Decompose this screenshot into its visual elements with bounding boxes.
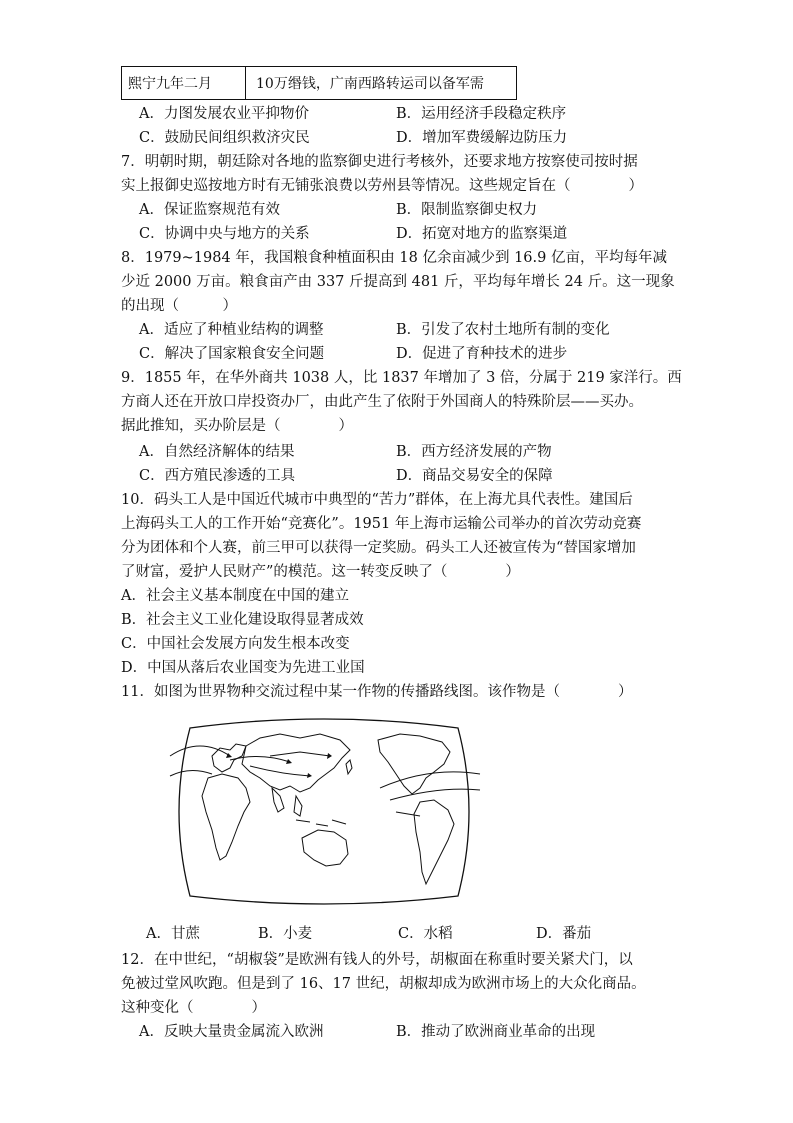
route-arrow [380, 772, 480, 788]
q6-option-d: D．增加军费缓解边防压力 [396, 130, 568, 146]
q7-stem-line-2: 实上报御史巡按地方时有无铺张浪费以劳州县等情况。这些规定旨在（ ） [121, 178, 643, 194]
q10-option-c: C．中国社会发展方向发生根本改变 [121, 636, 350, 652]
q11-option-a: A．甘蔗 [146, 926, 200, 942]
q8-option-d: D．促进了育种技术的进步 [396, 346, 568, 362]
route-arrow [250, 766, 310, 776]
asia-outline [242, 734, 350, 792]
q7-option-c: C．协调中央与地方的关系 [139, 226, 310, 242]
q12-stem-line-1: 12．在中世纪，“胡椒袋”是欧洲有钱人的外号，胡椒面在称重时要关紧犬门，以 [121, 952, 633, 968]
data-table-row [121, 66, 517, 100]
table-content-cell: 10万缗钱，广南西路转运司以备军需 [256, 76, 484, 92]
q8-stem-line-3: 的出现（ ） [121, 298, 237, 314]
india-outline [272, 788, 284, 812]
route-arrow [270, 752, 330, 756]
q9-option-a: A．自然经济解体的结果 [139, 444, 295, 460]
q9-option-c: C．西方殖民渗透的工具 [139, 468, 296, 484]
q10-option-b: B．社会主义工业化建设取得显著成效 [121, 612, 364, 628]
q10-stem-line-4: 了财富，爱护人民财产”的模范。这一转变反映了（ ） [121, 564, 520, 580]
q12-option-b: B．推动了欧洲商业革命的出现 [396, 1024, 596, 1040]
japan-outline [346, 760, 352, 774]
q10-stem-line-2: 上海码头工人的工作开始“竞赛化”。1951 年上海市运输公司举办的首次劳动竞赛 [121, 516, 642, 532]
south-america-outline [414, 800, 454, 884]
table-date-cell: 熙宁九年二月 [122, 67, 246, 99]
route-arrow [170, 746, 230, 756]
arrowheads [226, 753, 332, 778]
q11-option-b: B．小麦 [258, 926, 313, 942]
q9-stem-line-1: 9．1855 年，在华外商共 1038 人，比 1837 年增加了 3 倍，分属于 219 家洋行。西 [121, 370, 682, 386]
australia-outline [302, 830, 348, 866]
q7-option-a: A．保证监察规范有效 [139, 202, 280, 218]
se-asia-outline [294, 796, 302, 816]
q10-stem-line-3: 分为团体和个人赛，前三甲可以获得一定奖励。码头工人还被宣传为“替国家增加 [121, 540, 636, 556]
q10-option-a: A．社会主义基本制度在中国的建立 [121, 588, 349, 604]
q8-option-c: C．解决了国家粮食安全问题 [139, 346, 325, 362]
q10-option-d: D．中国从落后农业国变为先进工业国 [121, 660, 365, 676]
route-arrow [396, 812, 420, 816]
q12-option-a: A．反映大量贵金属流入欧洲 [139, 1024, 324, 1040]
q8-option-b: B．引发了农村土地所有制的变化 [396, 322, 610, 338]
q8-stem-line-1: 8．1979~1984 年，我国粮食种植面积由 18 亿余亩减少到 16.9 亿亩，平均每年减 [121, 250, 667, 266]
q6-option-a: A．力图发展农业平抑物价 [139, 106, 309, 122]
q11-stem: 11．如图为世界物种交流过程中某一作物的传播路线图。该作物是（ ） [121, 684, 633, 700]
q9-stem-line-2: 方商人还在开放口岸投资办厂，由此产生了依附于外国商人的特殊阶层——买办。 [121, 394, 643, 410]
q7-option-b: B．限制监察御史权力 [396, 202, 538, 218]
route-arrow [170, 770, 212, 776]
q12-stem-line-3: 这种变化（ ） [121, 1000, 266, 1016]
north-america-outline [378, 734, 450, 794]
q6-option-c: C．鼓励民间组织救济灾民 [139, 130, 310, 146]
map-frame [179, 719, 469, 904]
world-map-figure [150, 716, 498, 906]
q8-stem-line-2: 少近 2000 万亩。粮食亩产由 337 斤提高到 481 斤，平均每年增长 24 斤。这一现象 [121, 274, 675, 290]
q12-stem-line-2: 免被过堂风吹跑。但是到了 16、17 世纪，胡椒却成为欧洲市场上的大众化商品。 [121, 976, 646, 992]
q9-option-d: D．商品交易安全的保障 [396, 468, 553, 484]
q10-stem-line-1: 10．码头工人是中国近代城市中典型的“苦力”群体，在上海尤具代表性。建国后 [121, 492, 633, 508]
q7-option-d: D．拓宽对地方的监察渠道 [396, 226, 568, 242]
africa-outline [202, 774, 250, 860]
q11-option-d: D．番茄 [536, 926, 592, 942]
q6-option-b: B．运用经济手段稳定秩序 [396, 106, 567, 122]
indonesia-outline [296, 820, 346, 826]
route-arrow [390, 789, 480, 800]
q7-stem-line-1: 7．明朝时期，朝廷除对各地的监察御史进行考核外，还要求地方按察使司按时据 [121, 154, 638, 170]
q9-stem-line-3: 据此推知，买办阶层是（ ） [121, 418, 353, 434]
q11-option-c: C．水稻 [398, 926, 453, 942]
q8-option-a: A．适应了种植业结构的调整 [139, 322, 324, 338]
q9-option-b: B．西方经济发展的产物 [396, 444, 552, 460]
